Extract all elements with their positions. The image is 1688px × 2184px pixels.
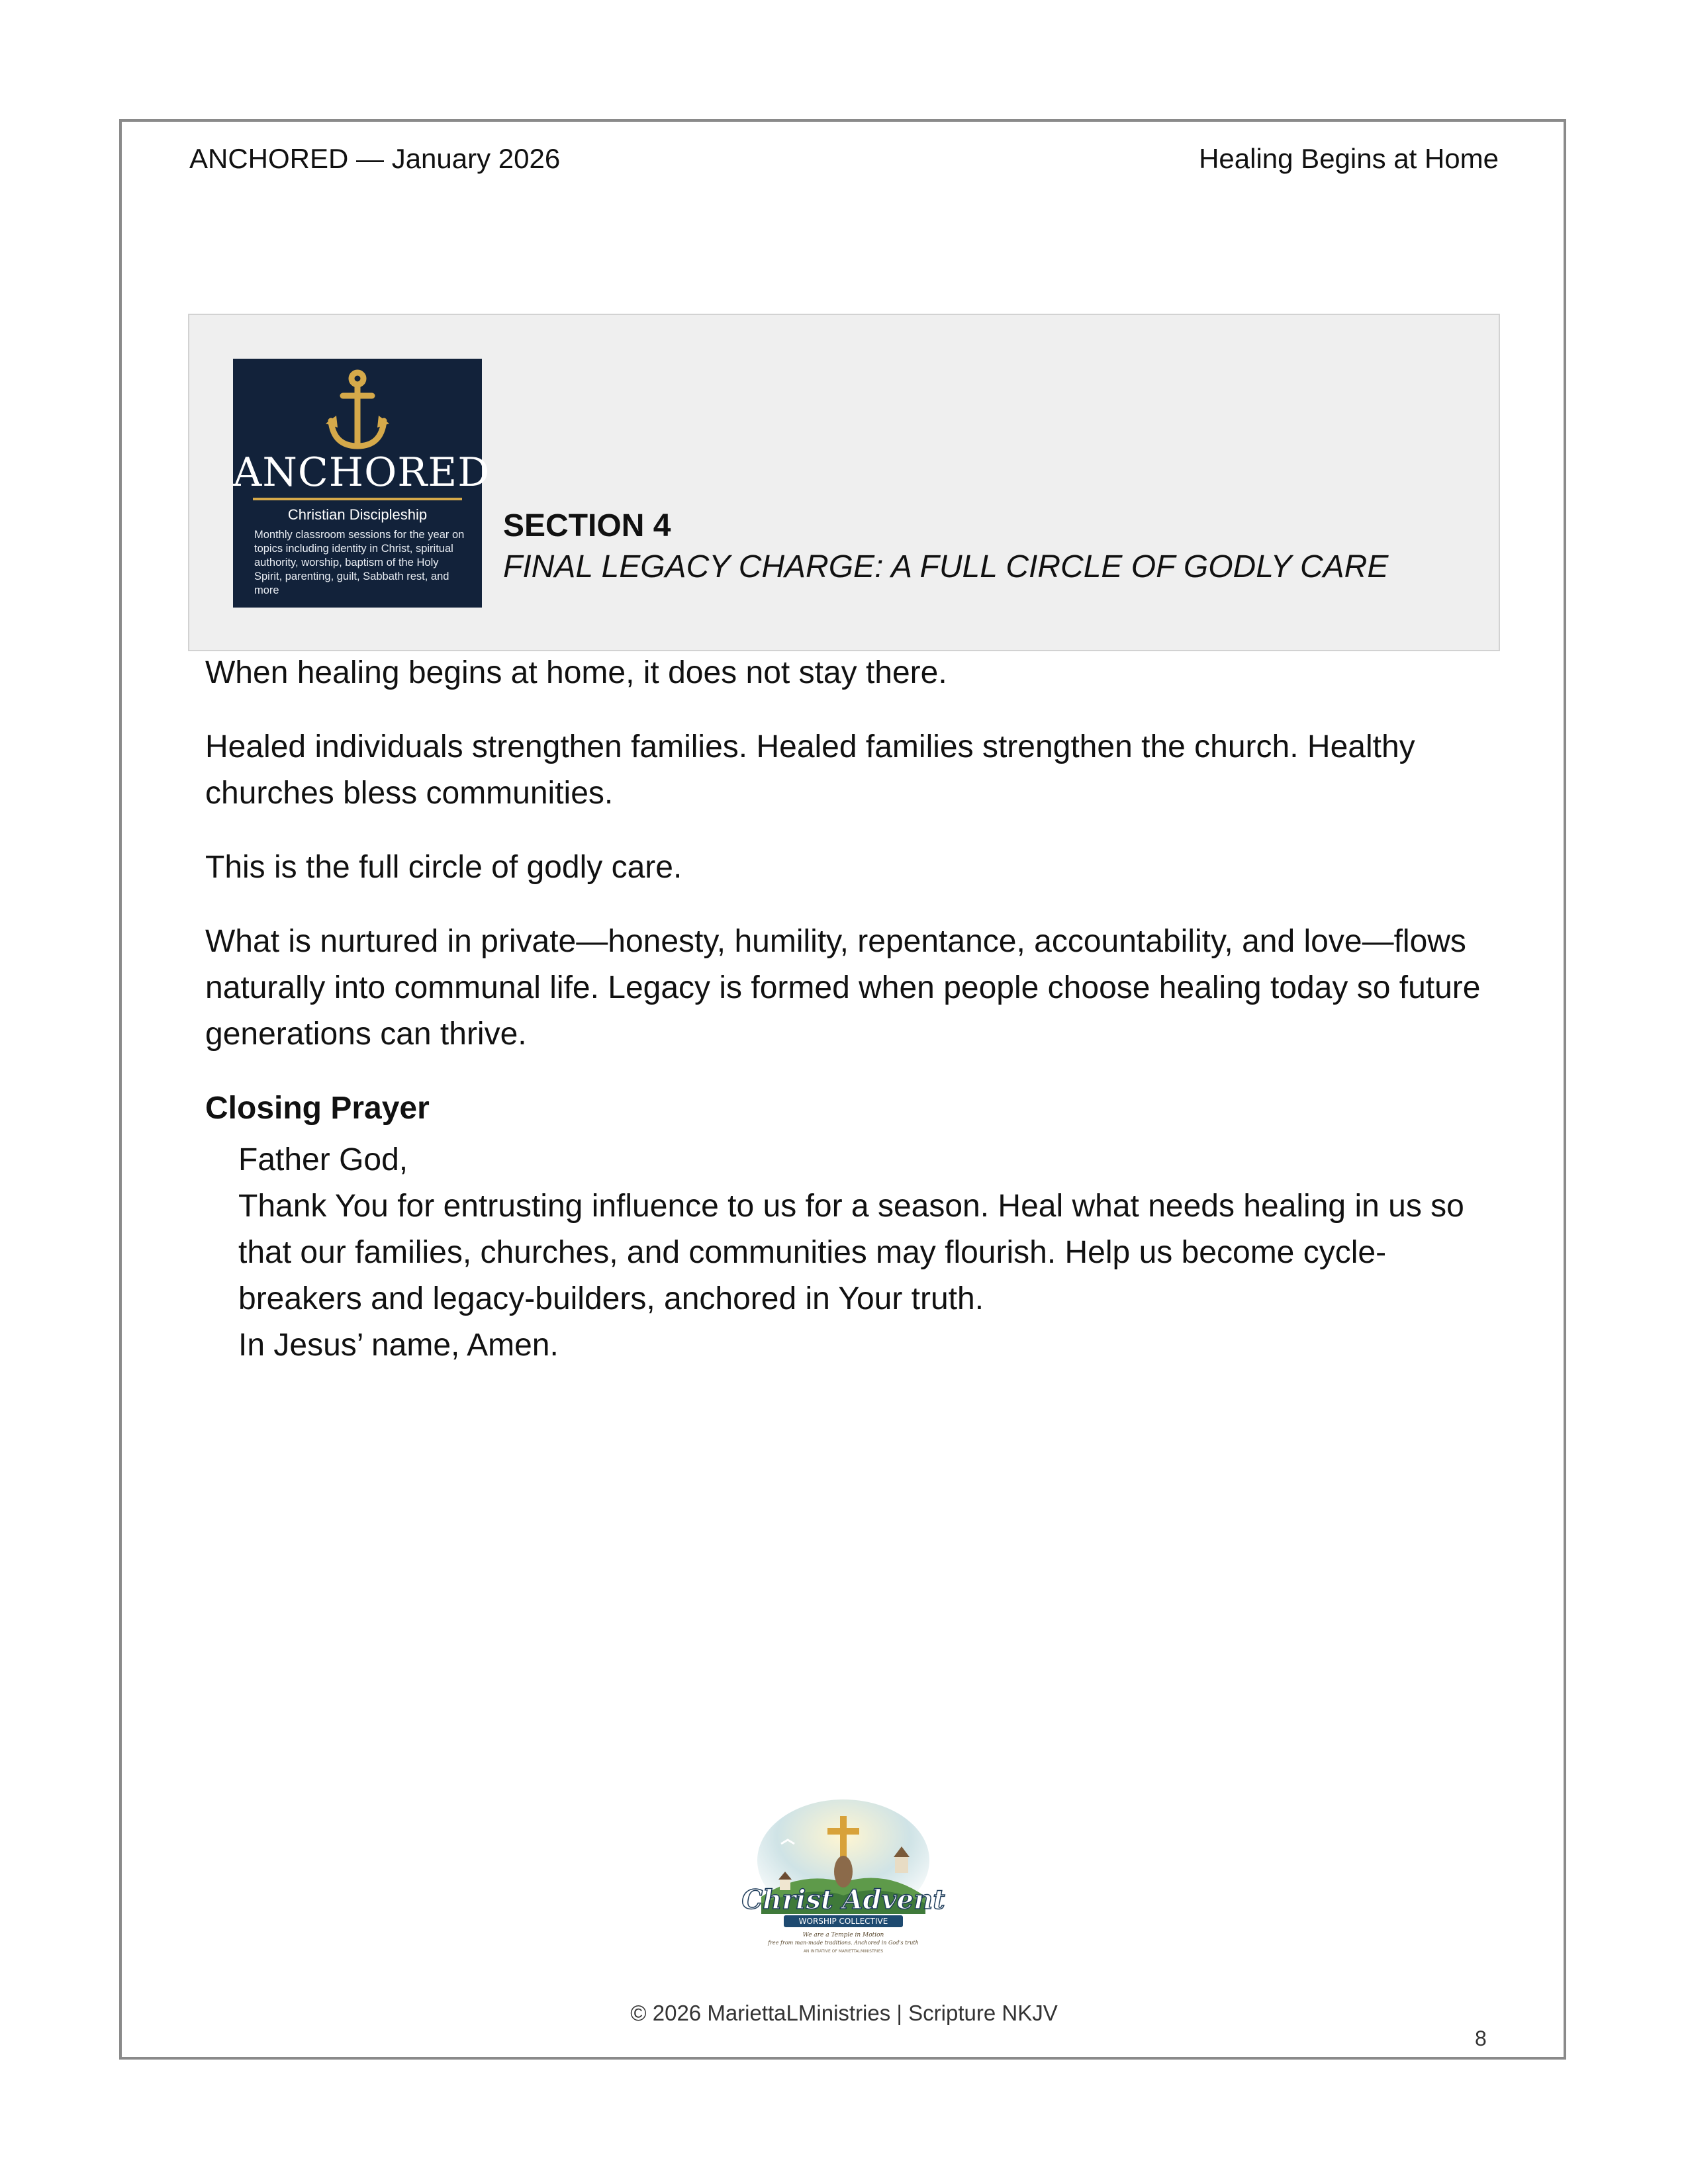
running-header-right: Healing Begins at Home <box>1199 143 1499 174</box>
footer-copyright: © 2026 MariettaLMinistries | Scripture NKJV <box>630 2001 1058 2025</box>
section-number: SECTION 4 <box>503 508 671 543</box>
christ-advent-tagline: We are a Temple in Motion <box>802 1932 884 1938</box>
section-banner <box>188 314 1500 651</box>
paragraph: When healing begins at home, it does not stay there. <box>205 655 947 690</box>
section-title: FINAL LEGACY CHARGE: A FULL CIRCLE OF GODLY CARE <box>503 549 1389 584</box>
closing-prayer-heading: Closing Prayer <box>205 1091 430 1126</box>
christ-advent-note: AN INITIATIVE OF MARIETTALMINISTRIES <box>803 1949 884 1954</box>
logo-subtitle: Christian Discipleship <box>287 506 428 523</box>
closing-prayer <box>238 1137 1503 1369</box>
prayer-line: In Jesus’ name, Amen. <box>238 1328 559 1363</box>
christ-advent-logo <box>741 1797 945 1963</box>
christ-advent-tagline-2: free from man-made traditions. Anchored in God's truth <box>768 1940 919 1946</box>
running-header-left: ANCHORED — January 2026 <box>189 143 561 174</box>
christ-advent-subtitle: WORSHIP COLLECTIVE <box>798 1917 888 1926</box>
prayer-line: Father God, <box>238 1142 408 1177</box>
christ-advent-title: Christ Advent <box>741 1884 945 1915</box>
prayer-line: Thank You for entrusting influence to us for a season. Heal what needs healing in us so that our families, churches, and communities may flourish. Help us become cycle-breakers and legacy-builders, anchored in Your truth. <box>238 1189 1464 1316</box>
body-text <box>205 650 1503 1369</box>
logo-blurb: Monthly classroom sessions for the year on topics including identity in Christ, spiritual authority, worship, baptism of the Holy Spirit, parenting, guilt, Sabbath rest, and more <box>254 529 465 596</box>
paragraph: What is nurtured in private—honesty, humility, repentance, accountability, and love—flows naturally into communal life. Legacy is formed when people choose healing today so future generations can thrive. <box>205 924 1481 1052</box>
logo-wordmark: ANCHORED <box>233 449 491 496</box>
logo-divider <box>253 498 462 500</box>
paragraph: Healed individuals strengthen families. Healed families strengthen the church. Healthy churches bless communities. <box>205 729 1415 811</box>
page-number: 8 <box>1475 2026 1487 2050</box>
paragraph: This is the full circle of godly care. <box>205 850 682 885</box>
anchor-icon <box>324 368 391 454</box>
anchored-logo <box>233 359 491 608</box>
